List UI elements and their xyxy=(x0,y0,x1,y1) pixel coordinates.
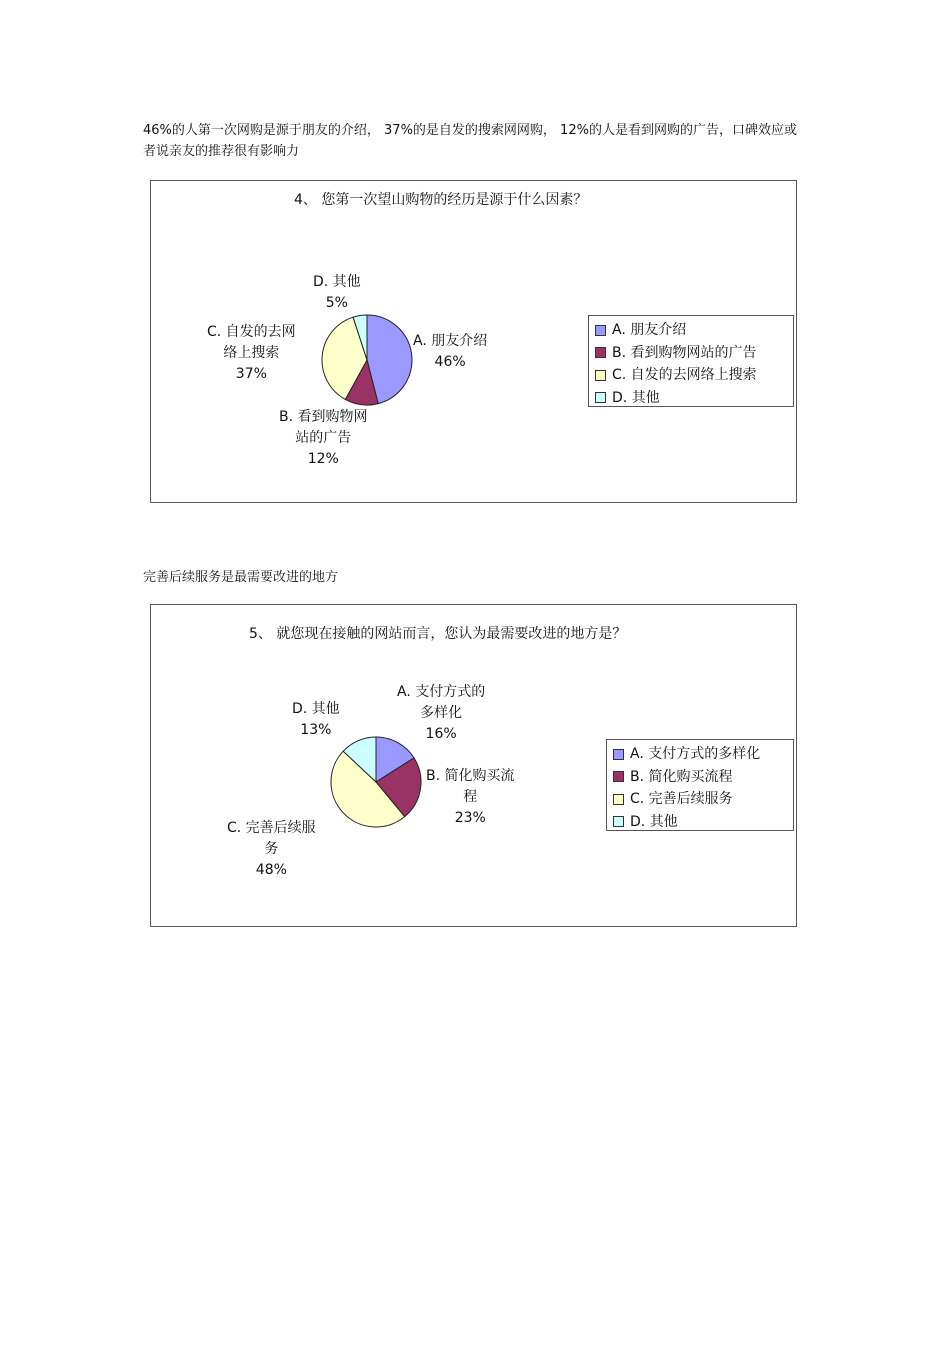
chart-title: 5、 就您现在接触的网站而言，您认为最需要改进的地方是？ xyxy=(249,626,627,642)
legend-swatch xyxy=(595,370,606,381)
legend-item-c: C. 完善后续服务 xyxy=(613,788,787,811)
legend-item-d: D. 其他 xyxy=(613,811,787,834)
legend-item-a: A. 朋友介绍 xyxy=(595,319,787,342)
legend-item-b: B. 看到购物网站的广告 xyxy=(595,342,787,365)
slice-label-d: D. 其他 13% xyxy=(292,701,340,738)
chart-legend xyxy=(606,739,794,831)
legend-swatch xyxy=(595,392,606,403)
legend-swatch xyxy=(595,347,606,358)
legend-item-c: C. 自发的去网络上搜索 xyxy=(595,364,787,387)
legend-swatch xyxy=(613,816,624,827)
legend-swatch xyxy=(613,749,624,760)
summary-paragraph-2: 完善后续服务是最需要改进的地方 xyxy=(143,570,339,585)
legend-item-d: D. 其他 xyxy=(595,387,787,410)
legend-item-b: B. 简化购买流程 xyxy=(613,766,787,789)
legend-swatch xyxy=(595,325,606,336)
slice-label-c: C. 完善后续服 务 48% xyxy=(227,820,316,878)
legend-swatch xyxy=(613,794,624,805)
slice-label-b: B. 简化购买流 程 23% xyxy=(426,768,515,826)
chart-frame-2 xyxy=(150,604,797,927)
legend-swatch xyxy=(613,771,624,782)
slice-label-a: A. 朋友介绍 46% xyxy=(413,333,488,370)
chart-legend xyxy=(588,315,794,407)
slice-label-c: C. 自发的去网 络上搜索 37% xyxy=(207,324,296,382)
summary-paragraph-1: 46%的人第一次网购是源于朋友的介绍， 37%的是自发的搜索网网购， 12%的人是看到网购的广告，口碑效应或者说亲友的推荐很有影响力 xyxy=(143,123,797,159)
chart-frame-1 xyxy=(150,180,797,503)
slice-label-a: A. 支付方式的 多样化 16% xyxy=(397,684,486,742)
slice-label-b: B. 看到购物网 站的广告 12% xyxy=(279,409,368,467)
legend-item-a: A. 支付方式的多样化 xyxy=(613,743,787,766)
slice-label-d: D. 其他 5% xyxy=(313,274,361,311)
chart-title: 4、 您第一次望山购物的经历是源于什么因素？ xyxy=(294,192,588,208)
